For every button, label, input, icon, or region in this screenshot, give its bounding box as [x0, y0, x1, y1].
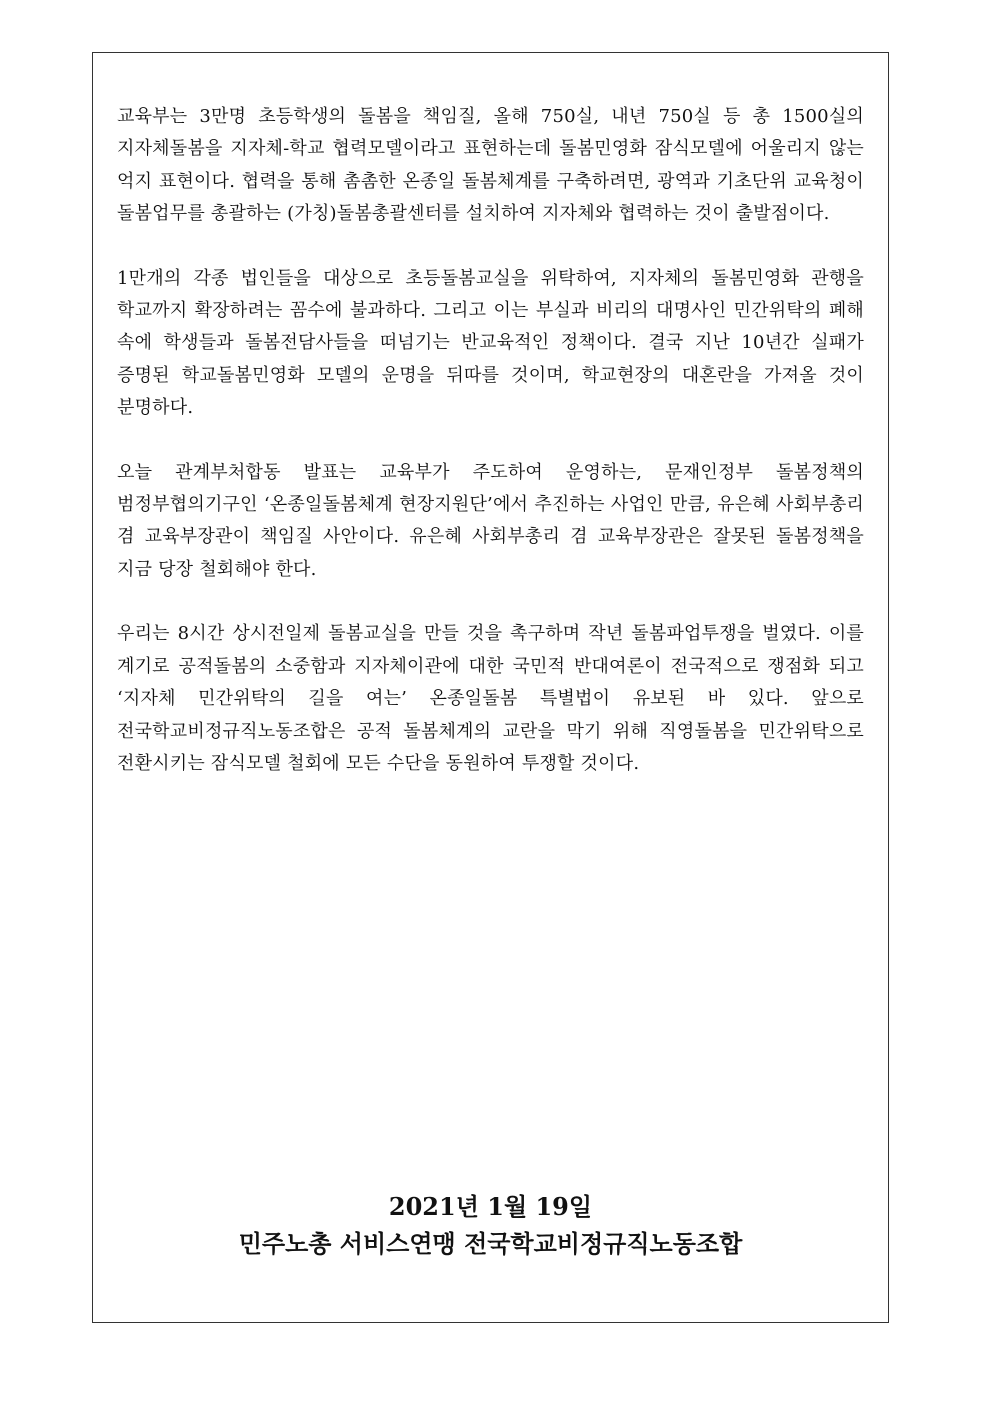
document-body: [117, 101, 864, 812]
signature-organization: 민주노총 서비스연맹 전국학교비정규직노동조합: [238, 1229, 743, 1258]
paragraph-1: 교육부는 3만명 초등학생의 돌봄을 책임질, 올해 750실, 내년 750실 등 총 1500실의 지자체돌봄을 지자체-학교 협력모델이라고 표현하는데 돌봄민영화 잠식모델에 어울리지 않는 억지 표현이다. 협력을 통해 촘촘한 온종일 돌봄체계를 구축하려면, 광역과 기초단위 교육청이 돌봄업무를 총괄하는 (가칭)돌봄총괄센터를 설치하여 지자체와 협력하는 것이 출발점이다.: [117, 106, 864, 225]
paragraph-4: 우리는 8시간 상시전일제 돌봄교실을 만들 것을 촉구하며 작년 돌봄파업투쟁을 벌였다. 이를 계기로 공적돌봄의 소중함과 지자체이관에 대한 국민적 반대여론이 전국적으로 쟁점화 되고 ‘지자체 민간위탁의 길을 여는’ 온종일돌봄 특별법이 유보된 바 있다. 앞으로 전국학교비정규직노동조합은 공적 돌봄체계의 교란을 막기 위해 직영돌봄을 민간위탁으로 전환시키는 잠식모델 철회에 모든 수단을 동원하여 투쟁할 것이다.: [117, 623, 864, 774]
signature-date: 2021년 1월 19일: [388, 1192, 593, 1221]
paragraph-3: 오늘 관계부처합동 발표는 교육부가 주도하여 운영하는, 문재인정부 돌봄정책의 범정부협의기구인 ‘온종일돌봄체계 현장지원단’에서 추진하는 사업인 만큼, 유은혜 사회부총리 겸 교육부장관이 책임질 사안이다. 유은혜 사회부총리 겸 교육부장관은 잘못된 돌봄정책을 지금 당장 철회해야 한다.: [117, 461, 864, 580]
document-frame: [92, 52, 889, 1323]
paragraph-2: 1만개의 각종 법인들을 대상으로 초등돌봄교실을 위탁하여, 지자체의 돌봄민영화 관행을 학교까지 확장하려는 꼼수에 불과하다. 그리고 이는 부실과 비리의 대명사인 민간위탁의 폐해 속에 학생들과 돌봄전담사들을 떠넘기는 반교육적인 정책이다. 결국 지난 10년간 실패가 증명된 학교돌봄민영화 모델의 운명을 뒤따를 것이며, 학교현장의 대혼란을 가져올 것이 분명하다.: [117, 267, 864, 419]
signature-block: [93, 1189, 888, 1263]
